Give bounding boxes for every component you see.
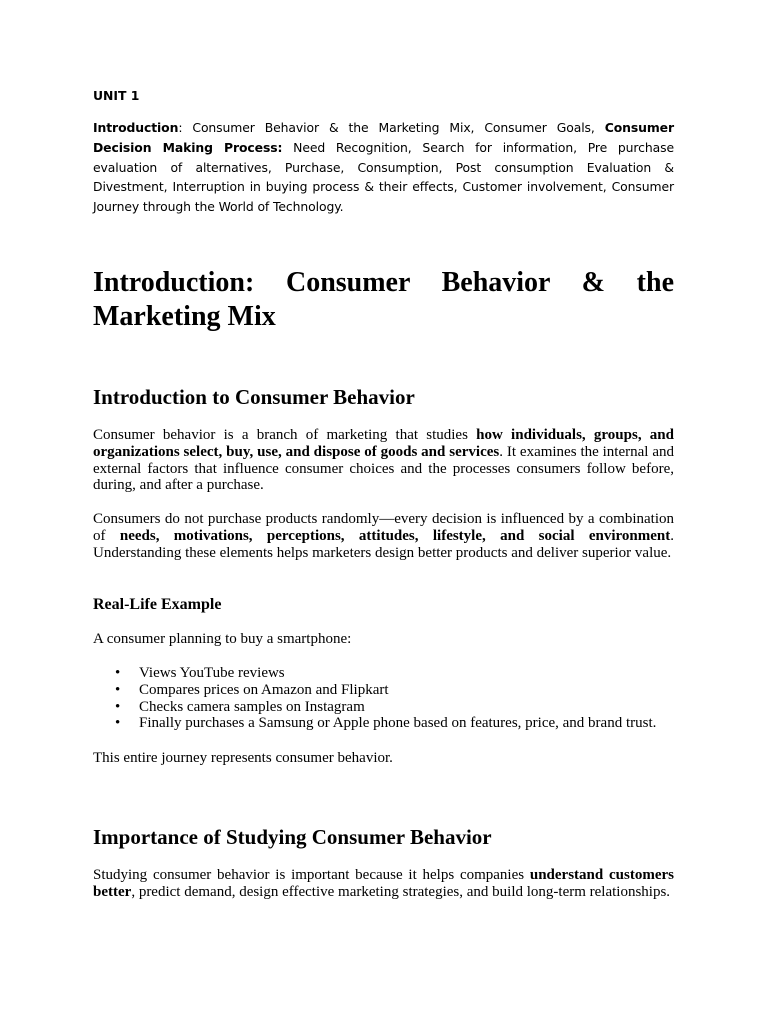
list-item [93, 715, 693, 732]
bullet-icon: • [115, 681, 121, 698]
intro-paragraph-2 [93, 511, 674, 561]
intro-p2-text-a: Consumers do not purchase products randomly—every decision is influenced by a combination of [93, 511, 674, 544]
main-heading [93, 266, 674, 334]
list-item-text: Compares prices on Amazon and Flipkart [139, 681, 389, 698]
intro-paragraph-1 [93, 427, 674, 494]
example-intro-text: A consumer planning to buy a smartphone: [93, 631, 352, 647]
syllabus-label-introduction: Introduction [93, 120, 179, 135]
intro-p2-bold: needs, motivations, perceptions, attitudes, lifestyle, and social environment [119, 527, 671, 544]
importance-bold: understand customers better [93, 867, 674, 900]
section-heading-intro: Introduction to Consumer Behavior [93, 385, 415, 409]
list-item-text: Finally purchases a Samsung or Apple phone based on features, price, and brand trust. [139, 715, 657, 732]
intro-p1-text-b: . It examines the internal and external factors that influence consumer choices and the processes consumers follow before, during, and after a purchase. [93, 443, 674, 494]
list-item [93, 665, 693, 682]
example-conclusion-text: This entire journey represents consumer behavior. [93, 750, 393, 766]
example-bullet-list [93, 665, 693, 732]
main-heading-line-1: Introduction: Consumer Behavior & the [93, 267, 674, 298]
example-heading: Real-Life Example [93, 596, 222, 613]
syllabus-paragraph [93, 118, 674, 217]
list-item-text: Checks camera samples on Instagram [139, 698, 365, 715]
intro-p2-text-b: . Understanding these elements helps marketers design better products and deliver superior value. [93, 527, 674, 561]
list-item-text: Views YouTube reviews [139, 665, 285, 681]
intro-p1-text-a: Consumer behavior is a branch of marketing that studies [93, 427, 477, 443]
importance-text-b: , predict demand, design effective marketing strategies, and build long-term relationships. [131, 883, 671, 900]
importance-paragraph [93, 867, 674, 901]
main-heading-line-2: Marketing Mix [93, 301, 276, 332]
section-heading-importance: Importance of Studying Consumer Behavior [93, 825, 492, 849]
bullet-icon: • [115, 715, 121, 732]
list-item [93, 682, 693, 699]
syllabus-text-introduction: : Consumer Behavior & the Marketing Mix, Consumer Goals, [178, 120, 605, 135]
bullet-icon: • [115, 698, 121, 715]
syllabus-label-decision-process: Consumer Decision Making Process: [93, 120, 674, 155]
importance-text-a: Studying consumer behavior is important because it helps companies [93, 867, 530, 883]
list-item [93, 699, 693, 716]
syllabus-text-decision-process: Need Recognition, Search for information, Pre purchase evaluation of alternatives, Purchase, Consumption, Post consumption Evaluation & Divestment, Interruption in buying process & their effects, Customer involvement, Consumer Journey through the World of Technology. [93, 139, 674, 215]
bullet-icon: • [115, 665, 121, 681]
unit-title: UNIT 1 [93, 88, 140, 103]
intro-p1-bold: how individuals, groups, and organizations select, buy, use, and dispose of goods and services [93, 427, 674, 460]
